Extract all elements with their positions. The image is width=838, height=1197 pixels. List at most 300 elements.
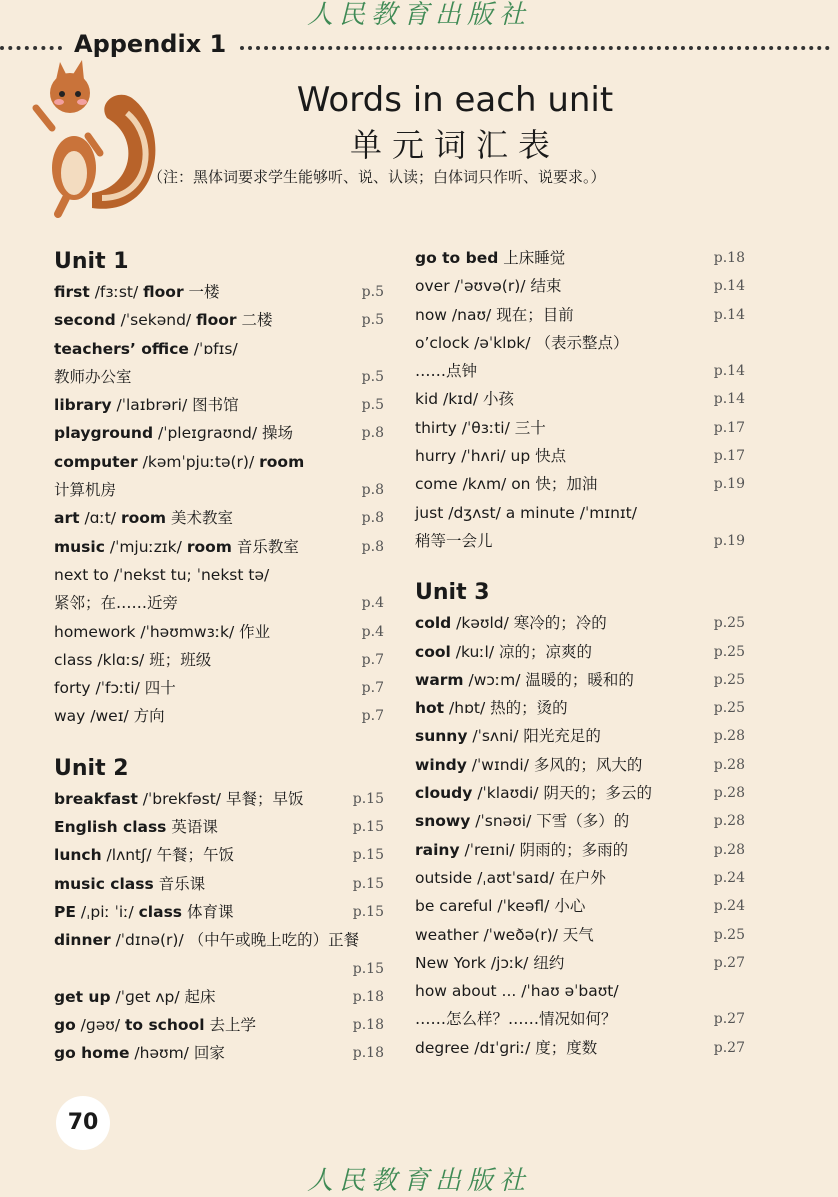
chinese-meaning: 凉的；凉爽的 [498,642,592,661]
phonetic: /ˈhaʊ əˈbaʊt/ [516,982,619,1001]
bold-word: snowy [415,812,471,831]
word: hurry [415,447,457,466]
vocab-entry [54,898,384,926]
vocab-line [415,272,745,300]
bold-word: music [54,537,105,556]
page-reference: p.17 [713,448,745,465]
vocab-entry [415,385,745,413]
bold-word: art [54,509,80,528]
vocab-line [54,898,384,926]
bold-word: room [186,537,232,556]
vocab-line [415,442,745,470]
bold-word: get up [54,987,111,1006]
chinese-meaning: 温暖的；暖和的 [525,670,634,689]
chinese-meaning: 下雪（多）的 [536,812,630,831]
chinese-meaning: 回家 [193,1044,225,1063]
bold-word: floor [196,311,237,330]
vocab-entry [54,391,384,419]
page-reference: p.5 [361,284,384,300]
bold-word: go [54,1016,76,1035]
vocab-line [415,836,745,864]
vocab-entry [415,1034,745,1062]
page-reference: p.15 [352,903,384,920]
chinese-meaning: 多风的；风大的 [533,755,643,774]
chinese-meaning: 起床 [184,987,216,1006]
bold-word: music class [54,874,154,893]
chinese-meaning: 图书馆 [192,396,239,415]
vocab-entry [415,638,745,666]
chinese-meaning: 现在；目前 [496,305,574,324]
chinese-meaning: 阳光充足的 [523,727,601,746]
vocab-entry [415,499,745,556]
word: over [415,277,450,296]
unit-heading: Unit 1 [54,249,129,274]
vocab-entry [415,977,745,1034]
page-reference: p.15 [352,847,384,864]
page-reference: p.17 [713,419,745,436]
page-reference: p.24 [713,869,745,886]
vocab-entry [54,813,384,841]
chinese-meaning: 快点 [530,447,567,466]
word: thirty [415,418,457,437]
right-column [415,244,745,1062]
vocab-line [415,694,745,722]
word: now [415,305,447,324]
bold-word: sunny [415,727,468,746]
phonetic: /ˈhəʊmwɜːk/ [135,622,240,641]
bold-word: rainy [415,840,460,859]
phonetic: /ˈmjuːzɪk/ [104,537,187,556]
phonetic: /ˈmɪnɪt/ [574,503,637,522]
bold-word: lunch [54,846,102,865]
phonetic: /ˈɒfɪs/ [188,339,238,358]
chinese-meaning: 美术教室 [166,509,233,528]
vocab-entry [415,329,745,386]
chinese-meaning: 去上学 [204,1016,256,1035]
phonetic: /ˈwɪndi/ [466,755,534,774]
vocab-entry [415,949,745,977]
vocab-entry [415,892,745,920]
word: way [54,707,86,726]
vocab-line [54,955,384,983]
page-reference: p.5 [361,312,384,329]
chinese-meaning: 二楼 [236,311,273,330]
vocab-line [54,646,384,674]
page-reference: p.5 [361,397,384,414]
vocab-entry [415,751,745,779]
vocab-line [415,722,745,750]
bold-word: room [259,452,305,471]
bold-word: hot [415,699,445,718]
bold-word: cool [415,642,451,661]
vocab-entry [54,1039,384,1067]
phonetic: /kuːl/ [450,642,499,661]
page-reference: p.28 [713,813,745,830]
vocab-entry [54,1011,384,1039]
page-title-english: Words in each unit [296,80,614,120]
word: weather [415,925,479,944]
vocab-line [415,949,745,977]
vocab-line [54,533,384,561]
phonetic: /wɔːm/ [463,670,526,689]
vocab-line [54,476,384,504]
page-reference: p.28 [713,841,745,858]
chinese-meaning: ……点钟 [415,362,478,381]
bold-word: breakfast [54,789,138,808]
vocab-line [415,329,745,357]
phonetic: /əˈklɒk/ [469,333,536,352]
page-reference: p.14 [713,278,745,295]
vocab-line [54,589,384,617]
publisher-logo-top: 人民教育出版社 [306,0,531,30]
vocab-line [54,448,384,476]
page-reference: p.15 [352,790,384,807]
page-reference: p.27 [713,1011,745,1028]
word: New York [415,953,486,972]
page-reference: p.14 [713,363,745,380]
vocab-line [415,499,745,527]
vocab-line [415,527,745,555]
chinese-meaning: 结束 [530,277,562,296]
phonetic: /weɪ/ [85,707,134,726]
phonetic: /ˈpleɪɡraʊnd/ [153,424,263,443]
bold-word: teachers’ office [54,339,189,358]
page-reference: p.8 [361,425,384,442]
page-reference: p.5 [361,368,384,385]
vocab-entry [415,301,745,329]
page-reference: p.25 [713,671,745,688]
chinese-meaning: 英语课 [166,818,218,837]
word: degree [415,1038,470,1057]
unit-gap [54,731,384,751]
word: homework [54,622,136,641]
chinese-meaning: 教师办公室 [54,367,132,386]
vocab-entry [415,414,745,442]
chinese-meaning: 作业 [239,622,271,641]
vocab-entry [54,785,384,813]
chinese-meaning: 音乐教室 [231,537,299,556]
squirrel-illustration [22,58,172,218]
word: outside [415,868,473,887]
bold-word: go to bed [415,249,499,267]
vocab-line [415,301,745,329]
vocab-line [415,921,745,949]
vocab-entry [415,666,745,694]
chinese-meaning: 早餐；早饭 [225,789,304,808]
chinese-meaning: 纽约 [533,953,565,972]
vocab-line [415,385,745,413]
phonetic: /kʌm/ [457,475,512,494]
phonetic: /ˈbrekfəst/ [137,789,226,808]
page-reference: p.8 [361,538,384,555]
chinese-meaning: （表示整点） [535,333,629,352]
bold-word: cloudy [415,784,473,803]
chinese-meaning: 三十 [514,418,546,437]
phonetic: /ˈfɔːti/ [90,679,145,698]
page-reference: p.18 [352,988,384,1005]
vocab-line [415,751,745,779]
page-reference: p.7 [361,651,384,668]
bold-word: dinner [54,931,111,950]
vocab-line [54,335,384,363]
page-reference: p.28 [713,756,745,773]
chinese-meaning: 稍等一会儿 [415,531,493,550]
word: forty [54,679,91,698]
page-reference: p.25 [713,700,745,717]
phonetic: /ˈɡet ʌp/ [110,987,185,1006]
phonetic: /ˈsʌni/ [467,727,524,746]
vocab-entry [415,694,745,722]
vocab-line [415,779,745,807]
page-reference: p.25 [713,926,745,943]
vocab-line [54,278,384,306]
vocab-line [415,977,745,1005]
phonetic: /ˈweðə(r)/ [478,925,563,944]
page-reference: p.15 [352,960,384,977]
page-reference: p.18 [352,1017,384,1034]
vocab-line [415,1034,745,1062]
phonetic: /ˈreɪni/ [459,840,520,859]
phonetic: /lʌntʃ/ [101,846,157,865]
vocab-entry [415,722,745,750]
vocab-line [54,391,384,419]
chinese-meaning: 阴雨的；多雨的 [519,840,629,859]
phonetic: /ˈkeəfl/ [492,897,555,916]
publisher-logo-bottom: 人民教育出版社 [306,1166,531,1196]
vocab-line [54,1011,384,1039]
word: next to [54,565,109,584]
page-reference: p.25 [713,643,745,660]
vocab-line [54,504,384,532]
bold-word: playground [54,424,154,443]
vocab-line [415,1005,745,1033]
vocab-line [54,870,384,898]
vocab-entry [54,561,384,618]
bold-word: windy [415,755,467,774]
phonetic: /naʊ/ [446,305,497,324]
vocab-entry [54,335,384,392]
page-reference: p.19 [713,476,745,493]
phonetic: /ˈəʊvə(r)/ [449,277,531,296]
vocab-line [415,414,745,442]
phonetic: /ˈnekst tu; ˈnekst tə/ [108,565,270,584]
vocab-entry [415,836,745,864]
page-reference: p.18 [713,250,745,266]
page-reference: p.19 [713,532,745,549]
vocab-entry [54,702,384,730]
vocab-entry [54,504,384,532]
phonetic: /kəʊld/ [451,614,514,633]
vocab-entry [54,278,384,306]
phonetic: /klɑːs/ [92,650,150,669]
phonetic: /həʊm/ [129,1044,194,1063]
vocab-entry [415,442,745,470]
page-reference: p.7 [361,680,384,697]
chinese-meaning: 寒冷的；冷的 [513,614,607,633]
bold-word: English class [54,818,167,837]
page-reference: p.28 [713,785,745,802]
word: up [510,447,531,466]
page-reference: p.14 [713,391,745,408]
vocab-line [415,892,745,920]
vocab-entry [54,674,384,702]
phonetic: /ˈhʌri/ [456,447,511,466]
word: on [511,475,531,494]
page-reference: p.27 [713,954,745,971]
word: just [415,503,444,522]
chinese-meaning: 快；加油 [530,475,598,494]
page-reference: p.8 [361,482,384,499]
vocab-line [54,785,384,813]
vocab-line [54,813,384,841]
phonetic: /dɪˈɡriː/ [469,1038,536,1057]
bold-word: room [120,509,167,528]
chinese-meaning: 小心 [554,897,586,916]
vocab-line [54,841,384,869]
vocab-entry [54,870,384,898]
vocab-line [54,561,384,589]
page-reference: p.25 [713,615,745,632]
vocab-line [54,926,384,954]
page-title-chinese: 单元词汇表 [349,126,560,164]
dotted-rule-left [0,46,62,50]
vocab-entry [54,618,384,646]
vocab-entry [54,926,384,983]
vocab-line [415,244,745,272]
chinese-meaning: 四十 [144,679,176,698]
page-reference: p.4 [361,623,384,640]
chinese-meaning: 在户外 [559,868,606,887]
page-reference: p.18 [352,1045,384,1062]
bold-word: second [54,311,116,330]
vocab-line [415,470,745,498]
page-reference: p.7 [361,708,384,725]
chinese-meaning: 操场 [262,424,294,443]
page-number: 70 [56,1096,110,1150]
phonetic: /ˈsnəʊi/ [470,812,537,831]
chinese-meaning: 热的；烫的 [490,699,568,718]
vocab-entry [54,533,384,561]
vocab-entry [54,306,384,334]
vocab-line [415,807,745,835]
vocab-entry [415,244,745,272]
chinese-meaning: 小孩 [483,390,515,409]
bold-word: warm [415,670,464,689]
vocab-line [415,666,745,694]
bold-word: to school [125,1016,205,1035]
word: a minute [505,503,575,522]
bold-word: first [54,283,90,301]
word: how about ... [415,982,517,1001]
chinese-meaning: 一楼 [183,283,220,301]
phonetic: /fɜːst/ [89,283,144,301]
vocab-entry [415,272,745,300]
page-reference: p.15 [352,819,384,836]
phonetic: /ˈdɪnə(r)/ [110,931,189,950]
phonetic: /ˈθɜːti/ [456,418,515,437]
chinese-meaning: 紧邻；在……近旁 [54,594,179,613]
chinese-meaning: 音乐课 [153,874,206,893]
word: kid [415,390,439,409]
phonetic: /ˈsekənd/ [115,311,197,330]
vocab-entry [415,921,745,949]
vocab-line [54,674,384,702]
note-text: （注：黑体词要求学生能够听、说、认读；白体词只作听、说要求。） [148,168,606,186]
unit-heading: Unit 3 [415,580,490,606]
bold-word: go home [54,1044,130,1063]
vocab-entry [54,841,384,869]
bold-word: PE [54,902,76,921]
phonetic: /jɔːk/ [485,953,534,972]
bold-word: cold [415,614,452,633]
page-reference: p.15 [352,875,384,892]
phonetic: /hɒt/ [444,699,491,718]
phonetic: /ˈlaɪbrəri/ [111,396,193,415]
vocab-line [54,983,384,1011]
vocab-entry [54,646,384,674]
bold-word: library [54,396,112,415]
chinese-meaning: 度；度数 [535,1038,598,1057]
vocab-entry [54,419,384,447]
chinese-meaning: 方向 [133,707,165,726]
vocab-entry [415,609,745,637]
chinese-meaning: ……怎么样？……情况如何？ [415,1010,617,1029]
chinese-meaning: 上床睡觉 [498,249,566,267]
phonetic: /ɑːt/ [79,509,121,528]
vocab-line [415,357,745,385]
vocab-entry [415,779,745,807]
vocab-entry [415,470,745,498]
vocab-line [54,363,384,391]
word: o’clock [415,333,470,352]
vocab-line [54,702,384,730]
vocab-entry [54,983,384,1011]
chinese-meaning: 计算机房 [54,481,117,500]
phonetic: /ˌpiː ˈiː/ [75,902,139,921]
chinese-meaning: 班；班级 [149,650,212,669]
chinese-meaning: 午餐；午饭 [156,846,235,865]
vocab-line [54,419,384,447]
unit-heading: Unit 2 [54,755,129,781]
phonetic: /ˈklaʊdi/ [472,784,544,803]
phonetic: /ˌaʊtˈsaɪd/ [472,868,560,887]
word: come [415,475,458,494]
bold-word: class [138,902,183,921]
phonetic: /kəmˈpjuːtə(r)/ [137,452,260,471]
word: be careful [415,897,493,916]
vocab-entry [54,448,384,505]
page-reference: p.8 [361,510,384,527]
vocab-line [54,1039,384,1067]
vocab-entry [415,864,745,892]
page-reference: p.28 [713,728,745,745]
word: class [54,650,93,669]
bold-word: computer [54,452,138,471]
vocab-line [415,864,745,892]
page-reference: p.24 [713,898,745,915]
vocab-entry [415,807,745,835]
page-reference: p.4 [361,595,384,612]
chinese-meaning: 天气 [562,925,594,944]
vocab-line [54,618,384,646]
page-reference: p.14 [713,306,745,323]
unit-gap [415,555,745,575]
left-column [54,244,384,1068]
bold-word: floor [143,283,184,301]
appendix-label: Appendix 1 [74,30,227,58]
vocab-line [54,306,384,334]
chinese-meaning: （中午或晚上吃的）正餐 [188,931,360,950]
